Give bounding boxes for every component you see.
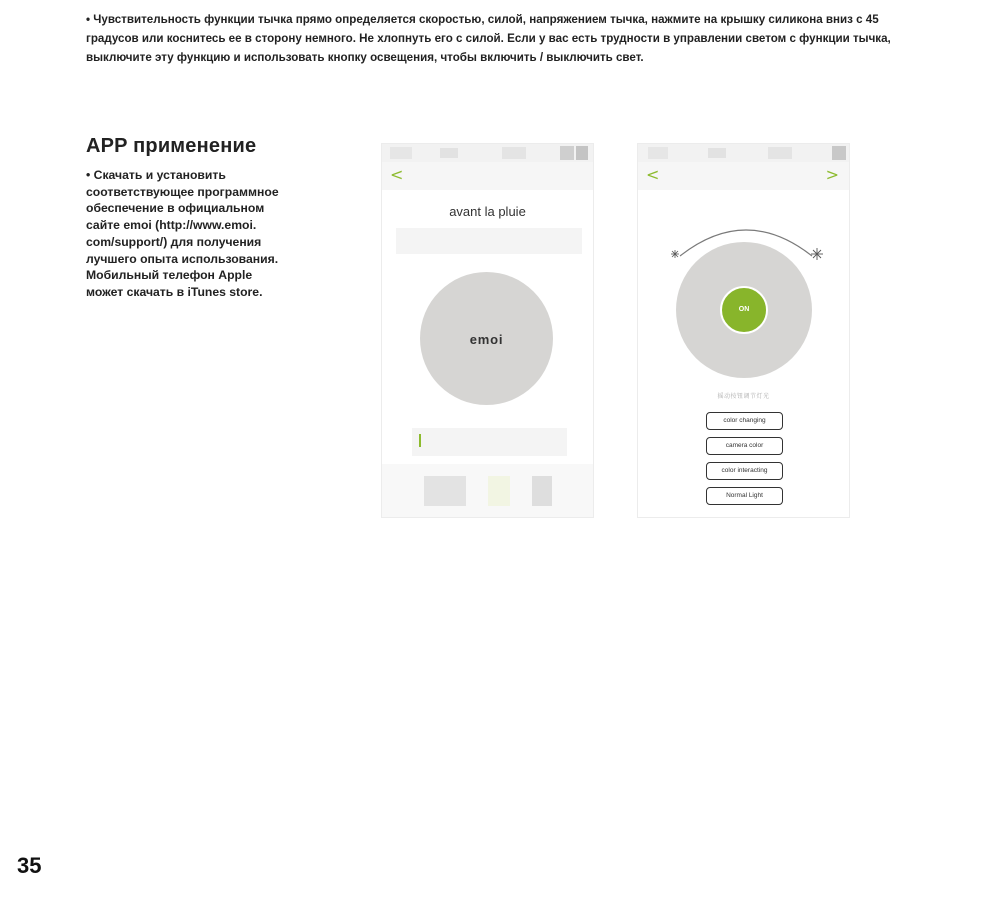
status-pixel [560,146,574,160]
status-pixel [648,147,668,159]
normal-light-button[interactable]: Normal Light [706,487,783,505]
app-instructions: • Скачать и установить соответствующее программное обеспечение в официальном сайте emoi (http://www.emoi. com/support/) для получения лучшего опыта использования. Мобильный телефон Apple может скачать в iTunes store. [86,168,279,299]
toolbar-icon[interactable] [488,476,510,506]
status-pixel [390,147,412,159]
toolbar-icon[interactable] [532,476,552,506]
song-title: avant la pluie [449,204,526,219]
progress-area [412,428,567,456]
camera-color-button[interactable]: camera color [706,437,783,455]
emoi-logo: emoi [469,332,504,347]
toolbar-icon[interactable] [424,476,466,506]
app-screenshot-light-control [637,143,850,518]
forward-button[interactable]: > [825,165,839,184]
sun-bright-icon [811,248,823,260]
status-pixel [440,148,458,158]
app-screenshot-home [381,143,594,518]
section-heading: APP применение [86,135,257,157]
color-interacting-button[interactable]: color interacting [706,462,783,480]
back-button[interactable]: < [390,165,404,184]
back-button[interactable]: < [646,165,660,184]
mode-caption: 摇动按钮调节灯光 [717,394,770,400]
status-pixel [708,148,726,158]
color-changing-button[interactable]: color changing [706,412,783,430]
nav-bar [382,162,593,190]
status-bar [382,144,593,162]
status-pixel [576,146,588,160]
power-on-button[interactable]: ON [720,286,768,334]
status-pixel [768,147,792,159]
status-pixel [502,147,526,159]
status-pixel [832,146,846,160]
light-control-dial[interactable] [676,242,812,378]
emoi-lamp-button[interactable] [420,272,553,405]
sun-dim-icon [671,250,679,258]
nav-bar [638,162,849,190]
status-bar [638,144,849,162]
subtitle-placeholder [396,228,582,254]
intro-paragraph: • Чувствительность функции тычка прямо определяется скоростью, силой, напряжением тычка, нажмите на крышку силикона вниз с 45 градусов или коснитесь ее в сторону немного. Не хлопнуть его с силой. Если у вас есть трудности в управлении светом с функции тычка, выключите эту функцию и использовать кнопку освещения, чтобы включить / выключить свет. [86,13,891,64]
progress-indicator[interactable] [419,434,421,447]
page-number: 35 [17,853,42,878]
